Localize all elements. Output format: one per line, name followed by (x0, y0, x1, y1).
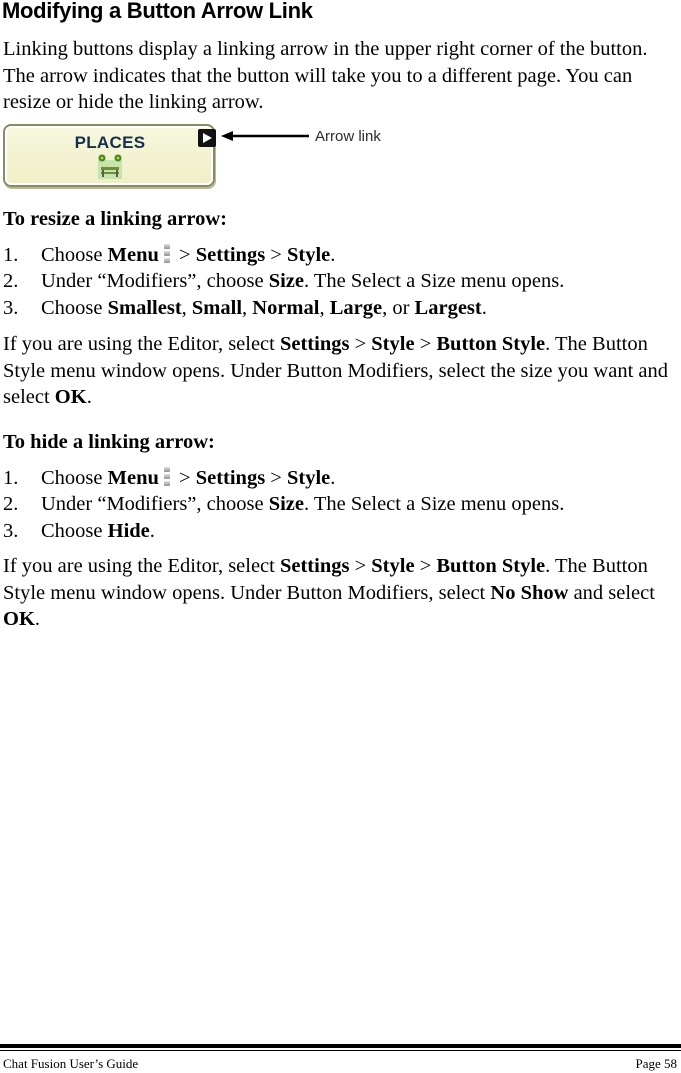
callout-arrow-icon (221, 129, 313, 143)
intro-paragraph: Linking buttons display a linking arrow in the upper right corner of the button. The arrow indicates that the button will take you to a different page. You can resize or hide the linking arrow. (3, 38, 648, 113)
places-button[interactable] (3, 124, 215, 187)
hide-heading: To hide a linking arrow: (3, 431, 215, 453)
resize-editor-note: If you are using the Editor, select Settings > Style > Button Style. The Button Style menu window opens. Under Button Modifiers, select the size you want and select OK. (3, 333, 668, 408)
hide-step-3: 3. Choose Hide. (3, 520, 155, 542)
footer-rule-thin (0, 1050, 681, 1051)
footer-rule-thick (0, 1044, 681, 1048)
places-button-label: PLACES (74, 133, 146, 152)
park-bench-icon (93, 154, 127, 180)
page-title: Modifying a Button Arrow Link (2, 0, 313, 23)
hide-step-2: 2. Under “Modifiers”, choose Size. The Select a Size menu opens. (3, 493, 565, 515)
hide-step-1: 1. Choose Menu > Settings > Style. (3, 467, 336, 489)
resize-step-1: 1. Choose Menu > Settings > Style. (3, 244, 336, 266)
hide-editor-note: If you are using the Editor, select Settings > Style > Button Style. The Button Style menu window opens. Under Button Modifiers, select No Show and select OK. (3, 555, 655, 630)
resize-step-3: 3. Choose Smallest, Small, Normal, Large, or Largest. (3, 297, 487, 319)
resize-heading: To resize a linking arrow: (3, 208, 227, 230)
footer-guide-title: Chat Fusion User’s Guide (3, 1056, 139, 1071)
callout-label: Arrow link (315, 128, 381, 145)
menu-icon (163, 243, 171, 265)
menu-icon (163, 466, 171, 488)
footer-page-number: Page 58 (635, 1056, 677, 1071)
arrow-link-icon[interactable] (198, 129, 216, 147)
resize-step-2: 2. Under “Modifiers”, choose Size. The Select a Size menu opens. (3, 270, 565, 292)
arrow-link-figure (3, 124, 403, 190)
